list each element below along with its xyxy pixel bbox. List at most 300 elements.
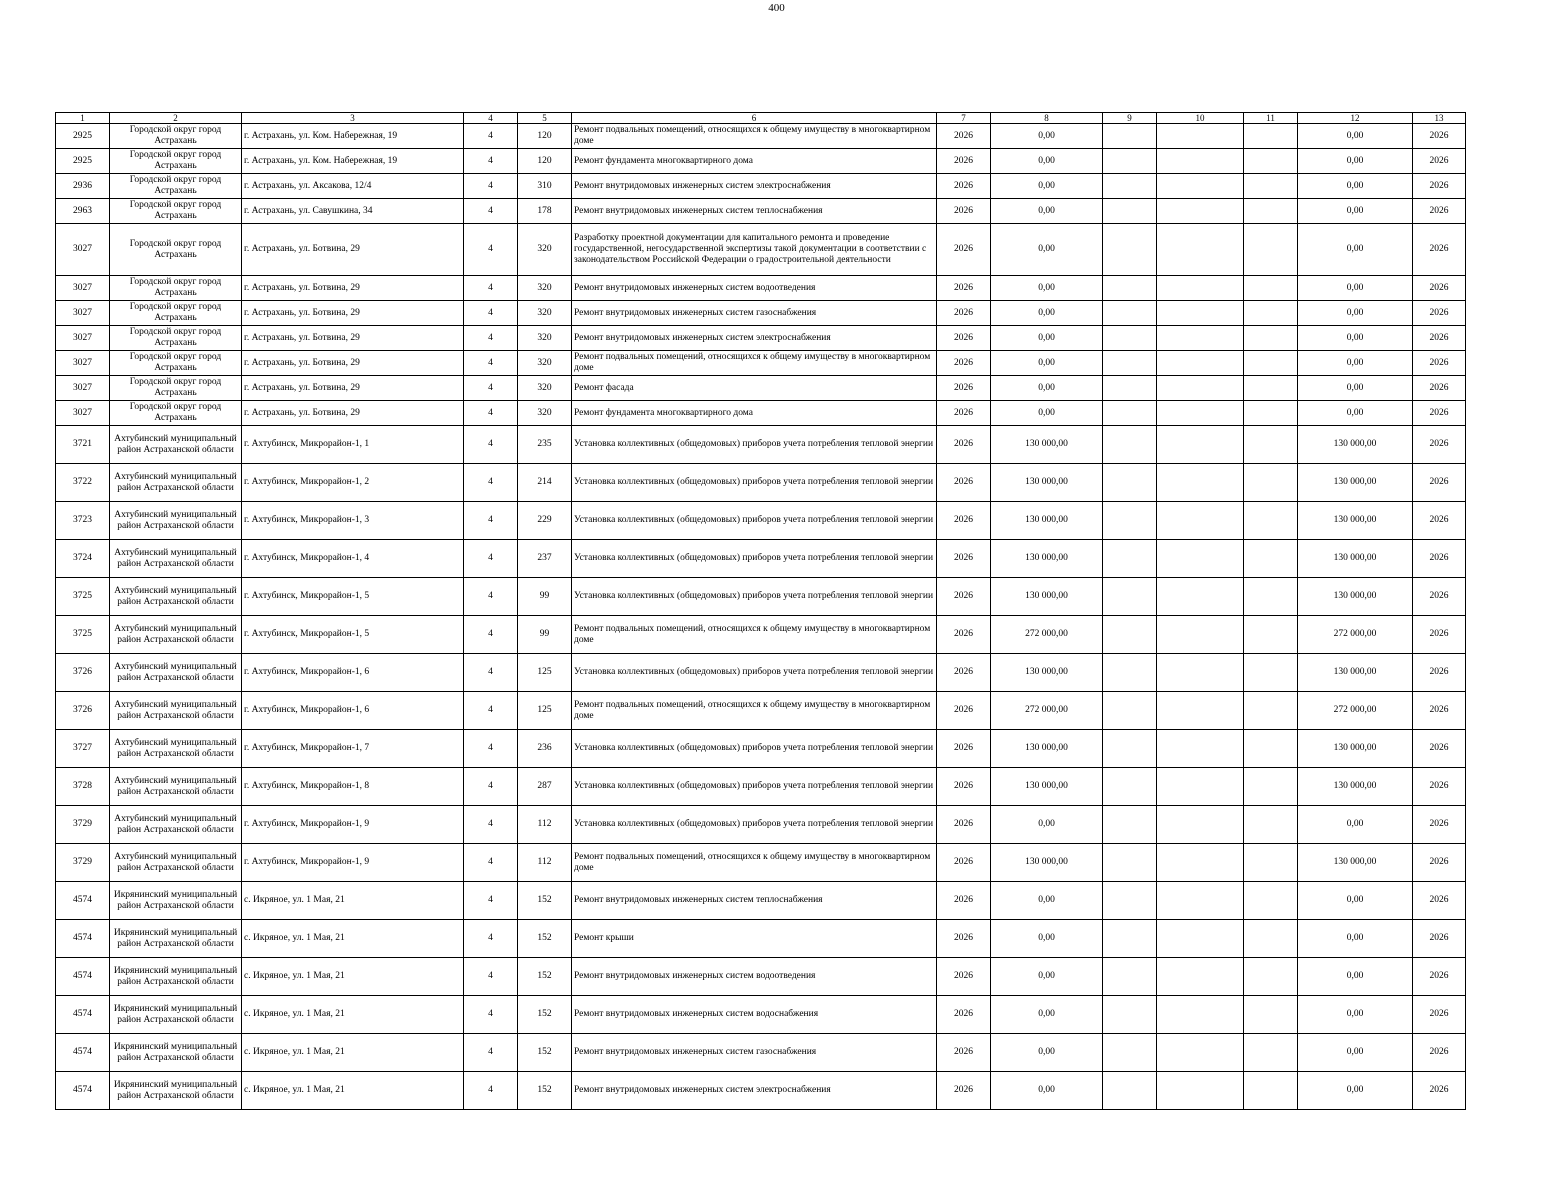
table-cell: 3726 [56, 654, 110, 692]
table-cell: 2026 [937, 301, 991, 326]
table-cell [1244, 149, 1298, 174]
table-cell: 4574 [56, 1034, 110, 1072]
table-cell: с. Икряное, ул. 1 Мая, 21 [242, 996, 464, 1034]
table-cell: 2026 [937, 376, 991, 401]
table-cell: 130 000,00 [991, 578, 1103, 616]
table-cell: 4 [464, 149, 518, 174]
table-cell: 3725 [56, 616, 110, 654]
table-cell: 2026 [1413, 692, 1466, 730]
table-cell: г. Астрахань, ул. Ботвина, 29 [242, 351, 464, 376]
table-cell: 0,00 [1298, 301, 1413, 326]
table-cell [1244, 276, 1298, 301]
table-cell [1244, 730, 1298, 768]
column-header: 5 [518, 113, 572, 124]
table-row [56, 540, 1466, 578]
table-cell: г. Астрахань, ул. Ком. Набережная, 19 [242, 149, 464, 174]
table-row [56, 806, 1466, 844]
table-cell [1103, 654, 1157, 692]
table-cell: 2026 [1413, 768, 1466, 806]
table-cell: 4574 [56, 1072, 110, 1110]
table-cell [1157, 464, 1244, 502]
table-cell: 272 000,00 [1298, 692, 1413, 730]
table-cell [1244, 464, 1298, 502]
page-number: 400 [768, 2, 785, 14]
table-cell: г. Ахтубинск, Микрорайон-1, 9 [242, 844, 464, 882]
table-cell: 4 [464, 276, 518, 301]
table-cell [1103, 730, 1157, 768]
table-cell: Установка коллективных (общедомовых) приборов учета потребления тепловой энергии [572, 654, 937, 692]
table-cell: г. Астрахань, ул. Савушкина, 34 [242, 199, 464, 224]
table-cell: 2026 [1413, 224, 1466, 276]
table-cell: Икрянинский муниципальный район Астраханской области [110, 996, 242, 1034]
table-body [56, 124, 1466, 1110]
table-cell: г. Астрахань, ул. Аксакова, 12/4 [242, 174, 464, 199]
table-cell: с. Икряное, ул. 1 Мая, 21 [242, 1072, 464, 1110]
table-cell [1244, 768, 1298, 806]
table-cell: 2026 [1413, 540, 1466, 578]
table-cell: 130 000,00 [1298, 730, 1413, 768]
table-cell: 0,00 [1298, 1072, 1413, 1110]
table-cell [1103, 149, 1157, 174]
table-cell [1244, 578, 1298, 616]
table-cell: Ремонт подвальных помещений, относящихся к общему имуществу в многоквартирном доме [572, 844, 937, 882]
table-cell: Городской округ город Астрахань [110, 124, 242, 149]
table-cell [1157, 768, 1244, 806]
table-cell: Ремонт внутридомовых инженерных систем электроснабжения [572, 174, 937, 199]
table-cell: 130 000,00 [1298, 426, 1413, 464]
table-cell: 0,00 [1298, 149, 1413, 174]
table-cell: Установка коллективных (общедомовых) приборов учета потребления тепловой энергии [572, 540, 937, 578]
table-cell: 0,00 [1298, 1034, 1413, 1072]
table-cell: 0,00 [991, 149, 1103, 174]
table-row [56, 616, 1466, 654]
table-cell: 272 000,00 [991, 616, 1103, 654]
table-cell: 2026 [937, 174, 991, 199]
table-row [56, 1072, 1466, 1110]
table-cell [1103, 578, 1157, 616]
table-cell [1157, 1034, 1244, 1072]
table-cell: 0,00 [991, 920, 1103, 958]
table-cell: 0,00 [1298, 996, 1413, 1034]
table-cell: 2026 [937, 326, 991, 351]
table-row [56, 502, 1466, 540]
table-cell: 0,00 [1298, 199, 1413, 224]
table-cell: 0,00 [991, 326, 1103, 351]
table-cell [1103, 174, 1157, 199]
table-cell [1103, 199, 1157, 224]
table-cell: 0,00 [991, 1072, 1103, 1110]
table-row [56, 882, 1466, 920]
table-cell: Ахтубинский муниципальный район Астраханской области [110, 464, 242, 502]
table-cell [1157, 882, 1244, 920]
table-cell: 0,00 [991, 376, 1103, 401]
table-row [56, 376, 1466, 401]
table-cell: Ахтубинский муниципальный район Астраханской области [110, 768, 242, 806]
table-cell: г. Ахтубинск, Микрорайон-1, 1 [242, 426, 464, 464]
table-cell [1244, 301, 1298, 326]
table-cell: 125 [518, 654, 572, 692]
table-cell [1103, 1072, 1157, 1110]
table-cell: 2026 [937, 351, 991, 376]
table-row [56, 578, 1466, 616]
table-cell: Установка коллективных (общедомовых) приборов учета потребления тепловой энергии [572, 464, 937, 502]
table-cell: 4 [464, 616, 518, 654]
table-cell [1244, 882, 1298, 920]
table-cell: 2026 [937, 199, 991, 224]
table-cell: 4 [464, 502, 518, 540]
table-cell: 4 [464, 301, 518, 326]
table-cell: Городской округ город Астрахань [110, 351, 242, 376]
table-cell: 130 000,00 [991, 768, 1103, 806]
table-cell: 2936 [56, 174, 110, 199]
table-cell [1157, 124, 1244, 149]
table-cell: 2925 [56, 149, 110, 174]
table-cell: 2026 [1413, 578, 1466, 616]
table-cell [1157, 578, 1244, 616]
table-row [56, 958, 1466, 996]
table-cell: 130 000,00 [991, 464, 1103, 502]
table-cell: 0,00 [1298, 920, 1413, 958]
table-cell: г. Астрахань, ул. Ботвина, 29 [242, 301, 464, 326]
table-cell [1103, 806, 1157, 844]
table-cell [1157, 806, 1244, 844]
table-row [56, 199, 1466, 224]
table-cell: 130 000,00 [991, 540, 1103, 578]
table-cell: 0,00 [1298, 224, 1413, 276]
table-cell [1244, 844, 1298, 882]
table-cell: Ремонт подвальных помещений, относящихся к общему имуществу в многоквартирном доме [572, 351, 937, 376]
table-cell: 4574 [56, 882, 110, 920]
table-row [56, 654, 1466, 692]
table-cell: Ахтубинский муниципальный район Астраханской области [110, 426, 242, 464]
table-cell: 112 [518, 844, 572, 882]
table-cell [1103, 401, 1157, 426]
table-cell: 2026 [1413, 654, 1466, 692]
column-header: 2 [110, 113, 242, 124]
table-cell: 3729 [56, 844, 110, 882]
table-cell: Икрянинский муниципальный район Астраханской области [110, 958, 242, 996]
table-cell: 310 [518, 174, 572, 199]
table-cell: 2026 [937, 996, 991, 1034]
table-cell: 4 [464, 351, 518, 376]
table-row [56, 730, 1466, 768]
table-cell [1157, 401, 1244, 426]
column-header: 7 [937, 113, 991, 124]
table-cell: 130 000,00 [991, 502, 1103, 540]
table-cell: г. Ахтубинск, Микрорайон-1, 5 [242, 616, 464, 654]
table-cell [1157, 149, 1244, 174]
table-cell: 4 [464, 1072, 518, 1110]
table-cell: 2026 [1413, 882, 1466, 920]
table-row [56, 464, 1466, 502]
table-cell: Установка коллективных (общедомовых) приборов учета потребления тепловой энергии [572, 806, 937, 844]
table-cell: г. Астрахань, ул. Ботвина, 29 [242, 401, 464, 426]
table-cell: 2026 [1413, 844, 1466, 882]
table-cell: 4 [464, 806, 518, 844]
table-cell: 152 [518, 1034, 572, 1072]
table-cell: 0,00 [991, 996, 1103, 1034]
table-cell: Ахтубинский муниципальный район Астраханской области [110, 806, 242, 844]
table-cell: Ремонт внутридомовых инженерных систем электроснабжения [572, 326, 937, 351]
table-cell: 0,00 [1298, 882, 1413, 920]
table-cell: Ремонт внутридомовых инженерных систем электроснабжения [572, 1072, 937, 1110]
table-cell: 2925 [56, 124, 110, 149]
table-cell: 130 000,00 [1298, 464, 1413, 502]
table-cell: 2026 [1413, 376, 1466, 401]
table-cell [1157, 920, 1244, 958]
table-cell: 4574 [56, 996, 110, 1034]
table-cell: 3725 [56, 578, 110, 616]
table-row [56, 149, 1466, 174]
table-cell: 2026 [937, 224, 991, 276]
table-cell: 0,00 [991, 224, 1103, 276]
table-cell: 3726 [56, 692, 110, 730]
table-cell: 152 [518, 1072, 572, 1110]
table-cell [1157, 502, 1244, 540]
table-cell: 2026 [1413, 401, 1466, 426]
table-cell: Ремонт внутридомовых инженерных систем водоснабжения [572, 996, 937, 1034]
table-cell [1157, 426, 1244, 464]
table-cell [1157, 616, 1244, 654]
table-cell: Ремонт внутридомовых инженерных систем теплоснабжения [572, 882, 937, 920]
table-cell: 2026 [937, 920, 991, 958]
column-header: 12 [1298, 113, 1413, 124]
table-cell [1157, 692, 1244, 730]
table-cell: 4 [464, 174, 518, 199]
table-cell [1157, 301, 1244, 326]
table-cell: Городской округ город Астрахань [110, 174, 242, 199]
table-cell [1244, 958, 1298, 996]
table-cell: Ремонт фасада [572, 376, 937, 401]
table-cell: 229 [518, 502, 572, 540]
table-cell: 3027 [56, 376, 110, 401]
table-cell: Ахтубинский муниципальный район Астраханской области [110, 844, 242, 882]
table-cell: с. Икряное, ул. 1 Мая, 21 [242, 882, 464, 920]
table-cell [1244, 540, 1298, 578]
table-cell [1244, 996, 1298, 1034]
table-cell: Икрянинский муниципальный район Астраханской области [110, 882, 242, 920]
column-header: 6 [572, 113, 937, 124]
table-cell: с. Икряное, ул. 1 Мая, 21 [242, 920, 464, 958]
table-cell: 214 [518, 464, 572, 502]
table-cell: 0,00 [991, 174, 1103, 199]
table-cell: 3728 [56, 768, 110, 806]
table-cell: 2026 [937, 692, 991, 730]
table-cell: Ахтубинский муниципальный район Астраханской области [110, 540, 242, 578]
table-cell: 2026 [1413, 464, 1466, 502]
table-cell: г. Астрахань, ул. Ботвина, 29 [242, 326, 464, 351]
table-cell: 2026 [1413, 616, 1466, 654]
table-cell: 0,00 [991, 958, 1103, 996]
table-cell: 3027 [56, 401, 110, 426]
table-cell: 4574 [56, 920, 110, 958]
table-cell [1103, 920, 1157, 958]
table-cell: г. Ахтубинск, Микрорайон-1, 3 [242, 502, 464, 540]
table-cell: 2026 [1413, 730, 1466, 768]
table-cell [1244, 351, 1298, 376]
table-cell [1157, 958, 1244, 996]
table-cell: Ремонт фундамента многоквартирного дома [572, 149, 937, 174]
table-cell: 130 000,00 [991, 730, 1103, 768]
table-cell: 130 000,00 [1298, 578, 1413, 616]
table-cell [1244, 174, 1298, 199]
table-cell: 3027 [56, 351, 110, 376]
table-cell: 320 [518, 301, 572, 326]
table-cell: 0,00 [1298, 958, 1413, 996]
table-cell: 2026 [1413, 426, 1466, 464]
table-cell: 272 000,00 [991, 692, 1103, 730]
table-cell [1103, 768, 1157, 806]
table-cell: Ахтубинский муниципальный район Астраханской области [110, 692, 242, 730]
table-cell: 2026 [1413, 124, 1466, 149]
table-cell: Городской округ город Астрахань [110, 224, 242, 276]
table-cell: Ремонт внутридомовых инженерных систем водоотведения [572, 276, 937, 301]
table-cell: 3721 [56, 426, 110, 464]
table-cell: 3723 [56, 502, 110, 540]
table-cell: Ремонт подвальных помещений, относящихся к общему имуществу в многоквартирном доме [572, 124, 937, 149]
table-cell: Городской округ город Астрахань [110, 199, 242, 224]
table-cell: 0,00 [1298, 351, 1413, 376]
table-cell: 0,00 [991, 199, 1103, 224]
table-cell: г. Ахтубинск, Микрорайон-1, 4 [242, 540, 464, 578]
table-cell: 2026 [1413, 351, 1466, 376]
table-cell: Установка коллективных (общедомовых) приборов учета потребления тепловой энергии [572, 502, 937, 540]
table-cell: 3027 [56, 326, 110, 351]
table-cell [1244, 224, 1298, 276]
table-cell: 130 000,00 [1298, 844, 1413, 882]
table-cell [1103, 464, 1157, 502]
table-cell: 0,00 [1298, 174, 1413, 199]
table-cell: 178 [518, 199, 572, 224]
table-cell [1244, 124, 1298, 149]
table-cell [1244, 426, 1298, 464]
table-cell: 3727 [56, 730, 110, 768]
table-cell: Городской округ город Астрахань [110, 376, 242, 401]
table-cell: 2026 [937, 124, 991, 149]
table-cell: 2026 [937, 1034, 991, 1072]
table-cell: г. Ахтубинск, Микрорайон-1, 9 [242, 806, 464, 844]
table-cell: 0,00 [1298, 124, 1413, 149]
table-cell: 0,00 [991, 806, 1103, 844]
table-cell [1157, 351, 1244, 376]
table-cell: 4 [464, 692, 518, 730]
table-cell: 2026 [1413, 301, 1466, 326]
table-cell: г. Ахтубинск, Микрорайон-1, 7 [242, 730, 464, 768]
table-cell [1157, 199, 1244, 224]
table-cell: 2026 [937, 401, 991, 426]
column-header: 11 [1244, 113, 1298, 124]
table-cell [1244, 616, 1298, 654]
table-cell: 3027 [56, 276, 110, 301]
table-cell [1244, 692, 1298, 730]
table-cell: 2026 [1413, 502, 1466, 540]
table-cell: 0,00 [991, 1034, 1103, 1072]
table-row [56, 768, 1466, 806]
column-header: 4 [464, 113, 518, 124]
table-cell [1157, 1072, 1244, 1110]
table-cell: 320 [518, 351, 572, 376]
repair-program-table [55, 112, 1466, 1110]
table-cell: 0,00 [1298, 376, 1413, 401]
header-row [56, 113, 1466, 124]
table-cell [1244, 326, 1298, 351]
table-cell: 4 [464, 124, 518, 149]
table-cell: 320 [518, 224, 572, 276]
table-cell: 130 000,00 [1298, 540, 1413, 578]
table-cell: 4 [464, 958, 518, 996]
table-cell [1244, 401, 1298, 426]
table-row [56, 326, 1466, 351]
table-cell: 4 [464, 654, 518, 692]
table-cell: г. Астрахань, ул. Ботвина, 29 [242, 376, 464, 401]
table-cell: 0,00 [991, 401, 1103, 426]
table-cell [1244, 1072, 1298, 1110]
table-cell: Ремонт подвальных помещений, относящихся к общему имуществу в многоквартирном доме [572, 616, 937, 654]
table-cell: 237 [518, 540, 572, 578]
table-cell: 320 [518, 401, 572, 426]
table-cell [1103, 301, 1157, 326]
table-cell: 4 [464, 578, 518, 616]
table-cell: 4 [464, 199, 518, 224]
table-cell: 272 000,00 [1298, 616, 1413, 654]
table-cell [1103, 996, 1157, 1034]
table-cell: 152 [518, 996, 572, 1034]
table-cell: 2026 [1413, 996, 1466, 1034]
table-cell: Ахтубинский муниципальный район Астраханской области [110, 616, 242, 654]
table-row [56, 920, 1466, 958]
table-cell [1103, 540, 1157, 578]
table-row [56, 1034, 1466, 1072]
table-cell: 4574 [56, 958, 110, 996]
table-cell: Ахтубинский муниципальный район Астраханской области [110, 578, 242, 616]
table-cell [1157, 224, 1244, 276]
table-cell [1103, 882, 1157, 920]
table-cell: г. Астрахань, ул. Ботвина, 29 [242, 276, 464, 301]
table-cell: 99 [518, 578, 572, 616]
table-cell: Городской округ город Астрахань [110, 149, 242, 174]
table-cell: 287 [518, 768, 572, 806]
table-cell: 2026 [1413, 276, 1466, 301]
table-cell: Городской округ город Астрахань [110, 326, 242, 351]
table-cell: 2026 [937, 502, 991, 540]
table-cell [1157, 376, 1244, 401]
table-cell: 2026 [937, 768, 991, 806]
table-cell: 2026 [937, 464, 991, 502]
table-row [56, 351, 1466, 376]
table-cell [1103, 1034, 1157, 1072]
table-cell: Ремонт внутридомовых инженерных систем водоотведения [572, 958, 937, 996]
table-cell [1244, 199, 1298, 224]
table-row [56, 301, 1466, 326]
table-cell: Икрянинский муниципальный район Астраханской области [110, 1034, 242, 1072]
table-cell: 2026 [937, 882, 991, 920]
table-cell: 152 [518, 958, 572, 996]
table-cell: 2026 [1413, 806, 1466, 844]
table-cell: 3722 [56, 464, 110, 502]
table-cell [1157, 540, 1244, 578]
table-cell: Ремонт фундамента многоквартирного дома [572, 401, 937, 426]
table-cell: г. Астрахань, ул. Ком. Набережная, 19 [242, 124, 464, 149]
table-cell [1103, 692, 1157, 730]
table-cell [1103, 616, 1157, 654]
table-cell: 2026 [1413, 199, 1466, 224]
table-cell: Ремонт внутридомовых инженерных систем газоснабжения [572, 1034, 937, 1072]
table-cell [1244, 502, 1298, 540]
table-cell: 2026 [937, 958, 991, 996]
table-cell: г. Ахтубинск, Микрорайон-1, 8 [242, 768, 464, 806]
table-cell: 130 000,00 [991, 844, 1103, 882]
table-cell: Ремонт крыши [572, 920, 937, 958]
